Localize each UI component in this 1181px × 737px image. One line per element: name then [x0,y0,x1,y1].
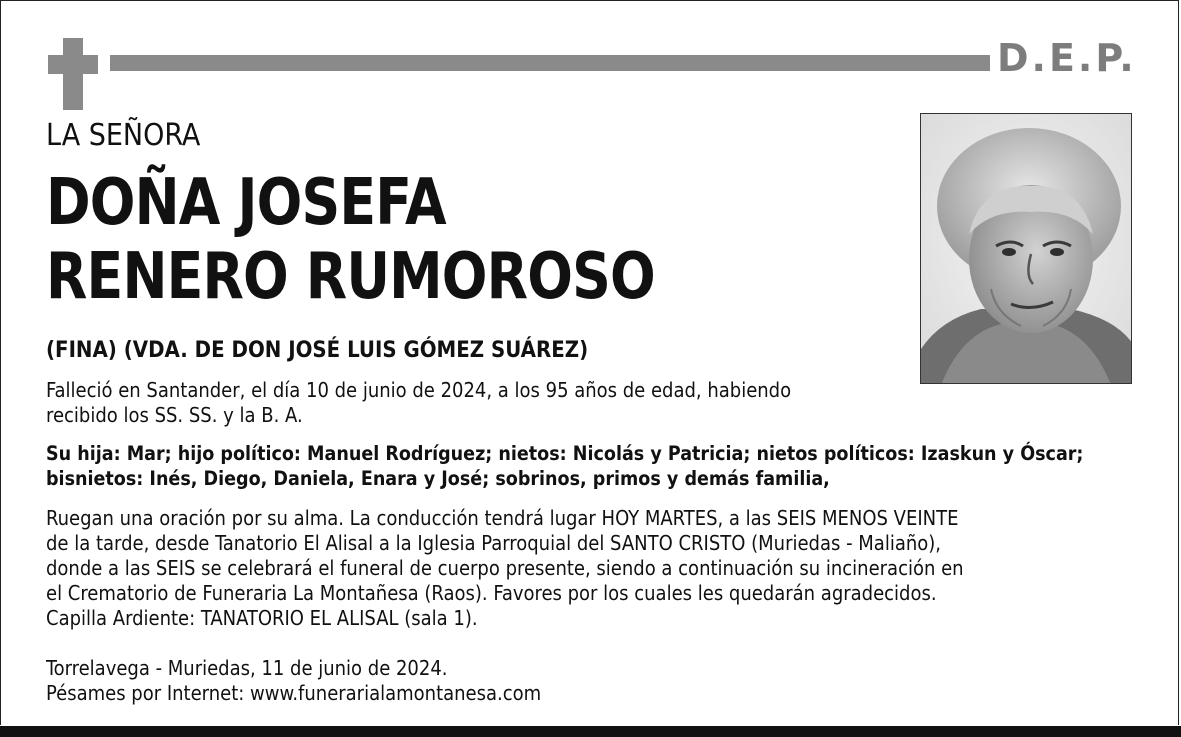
condolences-link: Pésames por Internet: www.funerarialamontanesa.com [46,681,542,705]
ceremony-details [46,506,964,631]
place-date: Torrelavega - Muriedas, 11 de junio de 2024. [46,656,448,680]
deceased-aka: (FINA) (VDA. DE DON JOSÉ LUIS GÓMEZ SUÁREZ) [46,338,589,363]
ceremony-line: donde a las SEIS se celebrará el funeral de cuerpo presente, siendo a continuación su incineración en [46,556,964,580]
deceased-name-line2: RENERO RUMOROSO [46,240,655,314]
ceremony-line: el Crematorio de Funeraria La Montañesa (Raos). Favores por los cuales les quedarán agradecidos. [46,581,937,605]
cross-icon-bar [48,55,98,74]
ceremony-line: Ruegan una oración por su alma. La conducción tendrá lugar HOY MARTES, a las SEIS MENOS VEINTE [46,506,959,530]
header-rule [110,55,990,71]
dep-label: D.E.P. [997,36,1137,80]
family-list [46,441,1083,491]
ceremony-line: de la tarde, desde Tanatorio El Alisal a la Iglesia Parroquial del SANTO CRISTO (Muriedas - Maliaño), [46,531,941,555]
death-notice [46,378,791,428]
death-notice-line: Falleció en Santander, el día 10 de junio de 2024, a los 95 años de edad, habiendo [46,378,792,402]
death-notice-line: recibido los SS. SS. y la B. A. [46,403,303,427]
family-line: bisnietos: Inés, Diego, Daniela, Enara y José; sobrinos, primos y demás familia, [46,467,830,490]
bottom-bar [0,726,1181,737]
deceased-name-line1: DOÑA JOSEFA [46,166,446,240]
footer [46,656,541,706]
portrait-photo [920,113,1132,384]
deceased-prefix: LA SEÑORA [46,118,201,153]
cross-icon [63,38,83,110]
ceremony-line: Capilla Ardiente: TANATORIO EL ALISAL (sala 1). [46,606,478,630]
family-line: Su hija: Mar; hijo político: Manuel Rodríguez; nietos: Nicolás y Patricia; nietos políticos: Izaskun y Óscar; [46,442,1084,465]
